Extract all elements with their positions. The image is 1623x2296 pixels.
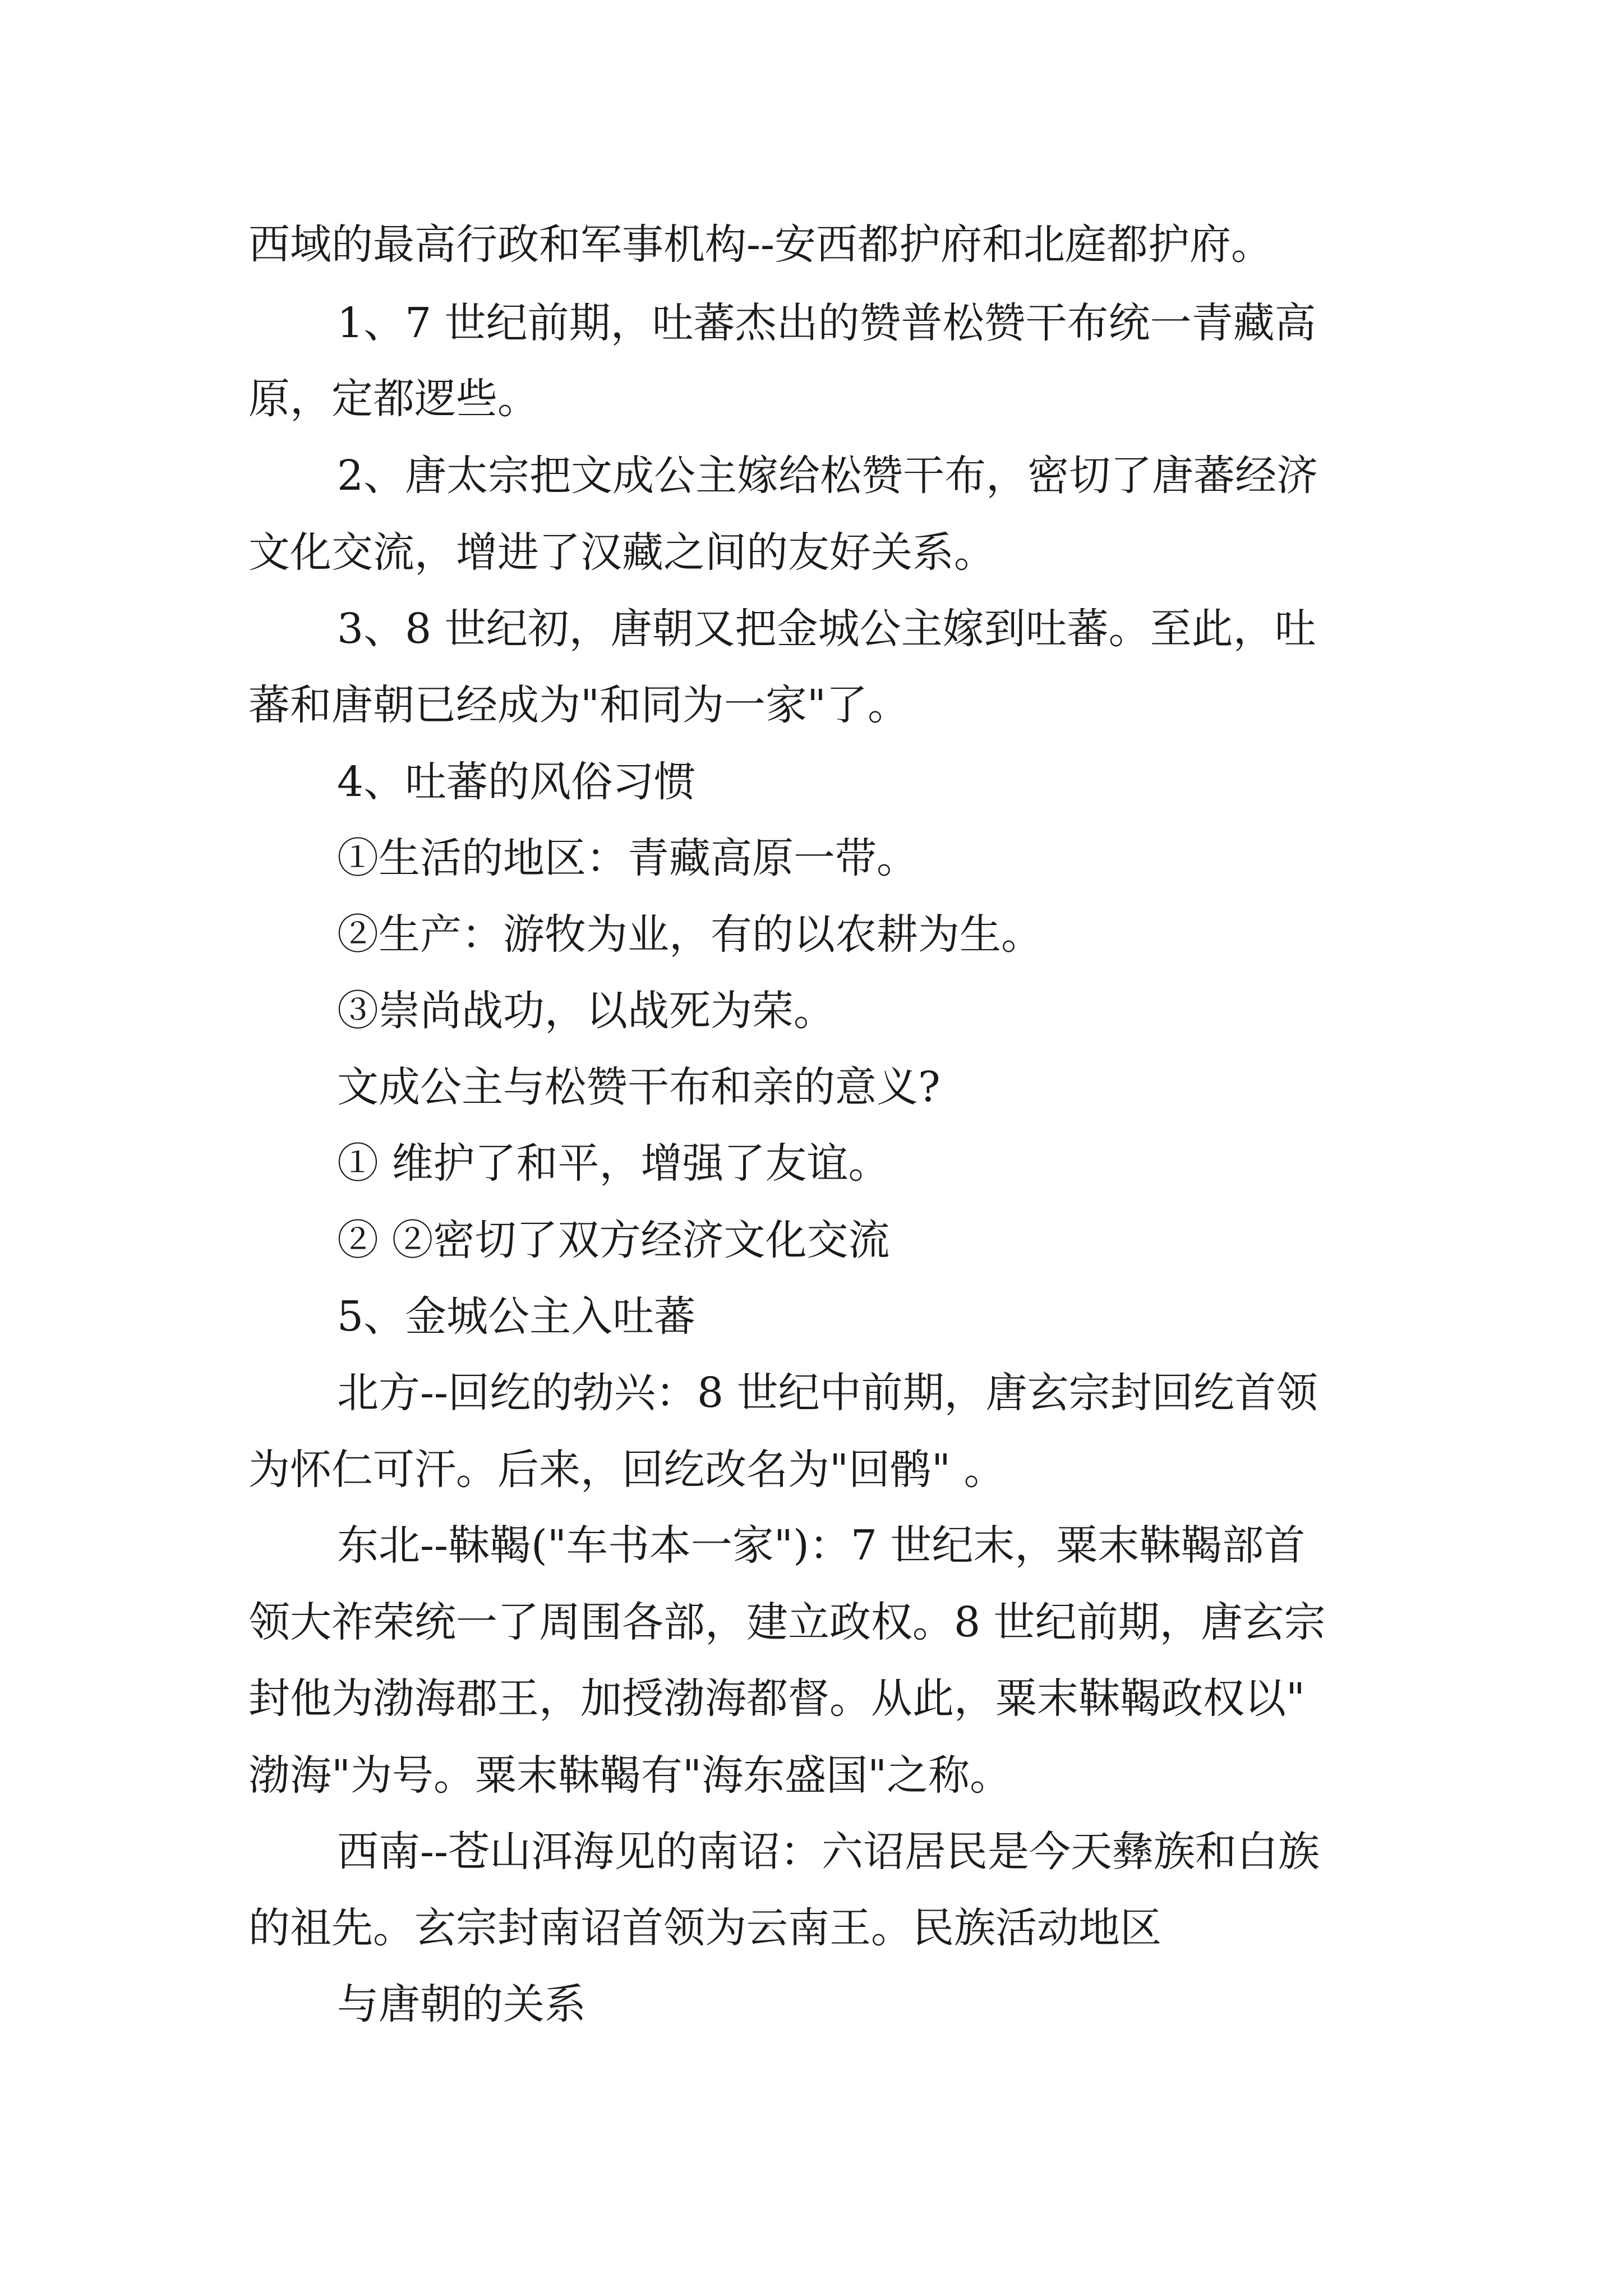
text-line: 封他为渤海郡王，加授渤海都督。从此，粟末靺鞨政权以" <box>248 1674 1306 1723</box>
text-line: 为怀仁可汗。后来，回纥改名为"回鹘" 。 <box>248 1446 1006 1494</box>
text-line: ① 维护了和平，增强了友谊。 <box>337 1139 890 1188</box>
text-line: 4、吐蕃的风俗习惯 <box>337 758 696 806</box>
text-line: 北方--回纥的勃兴：8 世纪中前期，唐玄宗封回纥首领 <box>337 1369 1318 1417</box>
text-line: 的祖先。玄宗封南诏首领为云南王。民族活动地区 <box>248 1904 1161 1952</box>
text-line: ③崇尚战功，以战死为荣。 <box>337 987 835 1035</box>
text-line: 2、唐太宗把文成公主嫁给松赞干布，密切了唐蕃经济 <box>337 452 1318 500</box>
text-line: 与唐朝的关系 <box>337 1980 586 2028</box>
text-line: 渤海"为号。粟末靺鞨有"海东盛国"之称。 <box>248 1751 1012 1800</box>
text-line: 西南--苍山洱海见的南诏：六诏居民是今天彝族和白族 <box>337 1828 1320 1876</box>
text-line: 东北--靺鞨("车书本一家")：7 世纪末，粟末靺鞨部首 <box>337 1521 1306 1570</box>
text-line: 3、8 世纪初，唐朝又把金城公主嫁到吐蕃。至此，吐 <box>337 605 1316 653</box>
text-line: 文化交流，增进了汉藏之间的友好关系。 <box>248 528 995 577</box>
text-line: 5、金城公主入吐蕃 <box>337 1292 696 1341</box>
text-line: 原，定都逻些。 <box>248 375 539 423</box>
text-line: ②生产：游牧为业，有的以农耕为生。 <box>337 910 1043 959</box>
text-line: 蕃和唐朝已经成为"和同为一家"了。 <box>248 681 910 729</box>
text-line: ①生活的地区：青藏高原一带。 <box>337 834 918 882</box>
text-line: 文成公主与松赞干布和亲的意义? <box>337 1063 940 1111</box>
text-line: 领大祚荣统一了周围各部，建立政权。8 世纪前期，唐玄宗 <box>248 1598 1326 1646</box>
text-line: 1、7 世纪前期，吐蕃杰出的赞普松赞干布统一青藏高 <box>337 299 1316 347</box>
text-line: ② ②密切了双方经济文化交流 <box>337 1216 890 1264</box>
text-line: 西域的最高行政和军事机构--安西都护府和北庭都护府。 <box>248 220 1273 269</box>
